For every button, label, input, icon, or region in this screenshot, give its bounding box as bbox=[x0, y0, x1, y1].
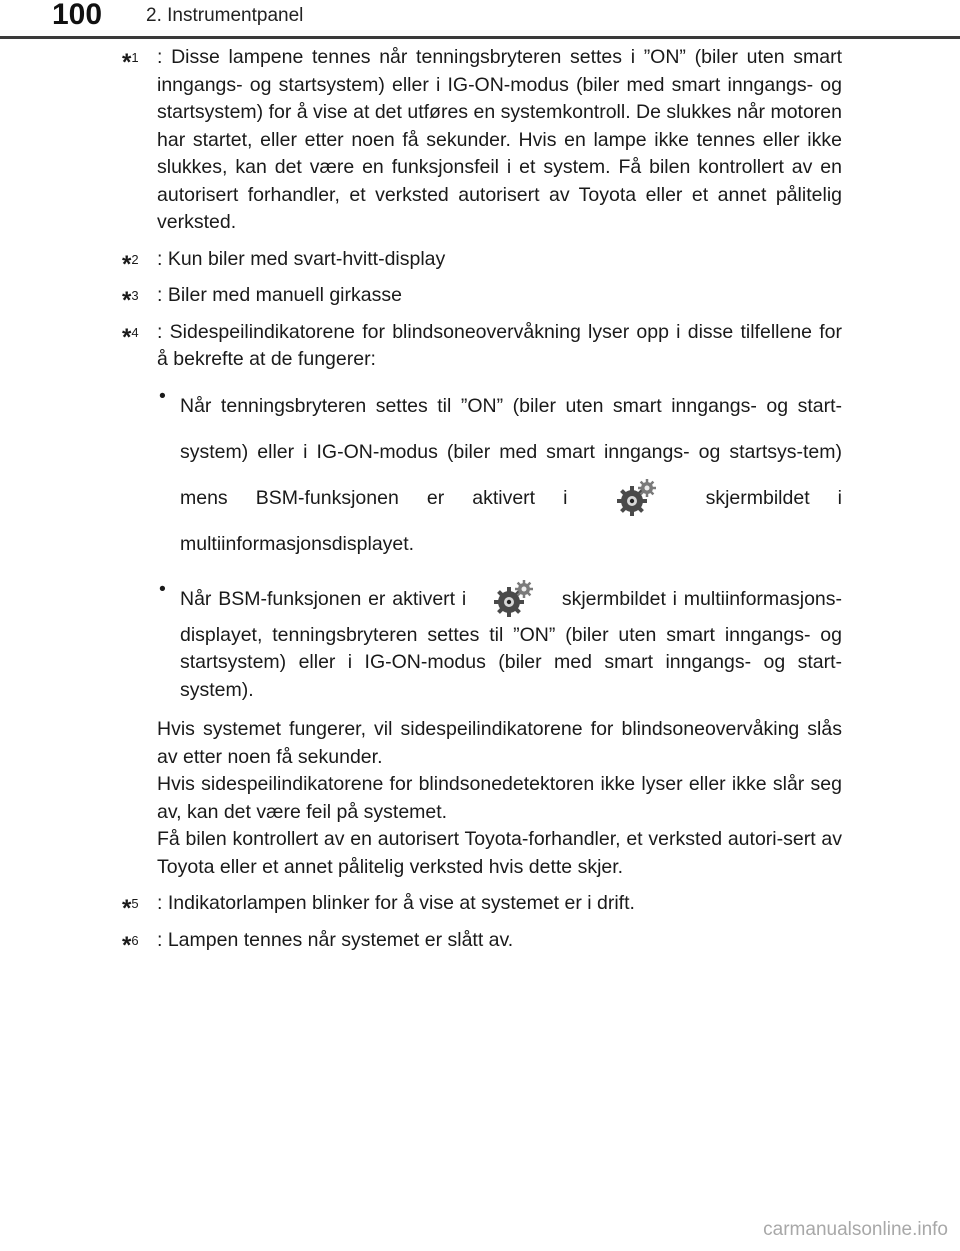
paragraph: Hvis systemet fungerer, vil sidespeilindikatorene for blindsoneovervåking slås av etter noen få sekunder. bbox=[157, 718, 842, 768]
footnote-text: : Indikatorlampen blinker for å vise at systemet er i drift. bbox=[157, 892, 635, 914]
bullet-dot: • bbox=[159, 384, 166, 407]
footnotes bbox=[120, 44, 842, 963]
bullet-item-2 bbox=[157, 576, 842, 705]
section-title: 2. Instrumentpanel bbox=[146, 5, 304, 26]
footnote-2 bbox=[120, 246, 842, 278]
footnote-4 bbox=[120, 319, 842, 882]
footnote-text: : Lampen tennes når systemet er slått av. bbox=[157, 928, 514, 951]
footnote-marker: *$^3$ bbox=[122, 287, 139, 314]
footnote-marker: *$^6$ bbox=[122, 931, 139, 959]
bullet-text: Når BSM-funksjonen er aktivert i bbox=[180, 587, 467, 610]
footnote-marker: *$^5$ bbox=[122, 895, 139, 922]
footnote-marker: *$^4$ bbox=[122, 323, 139, 351]
gear-settings-icon bbox=[616, 477, 658, 519]
watermark: carmanualsonline.info bbox=[763, 1219, 948, 1240]
header-divider bbox=[0, 36, 960, 39]
paragraph: Hvis sidespeilindikatorene for blindsonedetektoren ikke lyser eller ikke slår seg av, kan det være feil på systemet. bbox=[157, 773, 842, 823]
bullet-text: Når tenningsbryteren settes til ”ON” (biler uten smart inngangs- og start-system) eller i IG-ON-modus (biler med smart inngangs- og startsys-tem) mens BSM-funksjonen er aktivert i bbox=[180, 394, 842, 509]
footnote-text: : Sidespeilindikatorene for blindsoneovervåkning lyser opp i disse tilfellene for å bekrefte at de fungerer: bbox=[157, 320, 842, 370]
bullet-item-1 bbox=[157, 383, 842, 567]
footnote-marker: *$^2$ bbox=[122, 250, 139, 278]
bullet-dot: • bbox=[159, 577, 166, 600]
footnote-5 bbox=[120, 890, 842, 922]
bullet-text-continued: skjermbildet i multiinformasjonsdisplayet. bbox=[180, 486, 843, 555]
bullet-text-continued: skjermbildet i multiinformasjons-displayet, tenningsbryteren settes til ”ON” (biler uten smart inngangs- og startsystem) eller i IG-ON-modus (biler med smart inngangs- og start-system). bbox=[180, 587, 843, 701]
footnote-text: : Disse lampene tennes når tenningsbryteren settes i ”ON” (biler uten smart inngangs- og startsystem) eller i IG-ON-modus (biler med smart inngangs- og startsystem) for å vise at det utføres en systemkontroll. De slukkes når motoren har startet, eller etter noen få sekunder. Hvis en lampe ikke tennes eller ikke slukkes, kan det være en funksjonsfeil i et system. Få bilen kontrollert av en autorisert forhandler, et verksted autorisert av Toyota eller et annet pålitelig verksted. bbox=[157, 46, 842, 233]
gear-settings-icon bbox=[493, 578, 535, 620]
footnote-1 bbox=[120, 44, 842, 237]
footnote-text: : Biler med manuell girkasse bbox=[157, 284, 402, 306]
footnote-marker: *$^1$ bbox=[122, 49, 139, 76]
paragraph: Få bilen kontrollert av en autorisert Toyota-forhandler, et verksted autori-sert av Toyota eller et annet pålitelig verksted hvis dette skjer. bbox=[157, 828, 842, 878]
footnote-6 bbox=[120, 927, 842, 959]
footnote-3 bbox=[120, 282, 842, 314]
footnote-text: : Kun biler med svart-hvitt-display bbox=[157, 247, 446, 270]
page-header bbox=[0, 0, 960, 40]
page-number: 100 bbox=[52, 0, 103, 31]
